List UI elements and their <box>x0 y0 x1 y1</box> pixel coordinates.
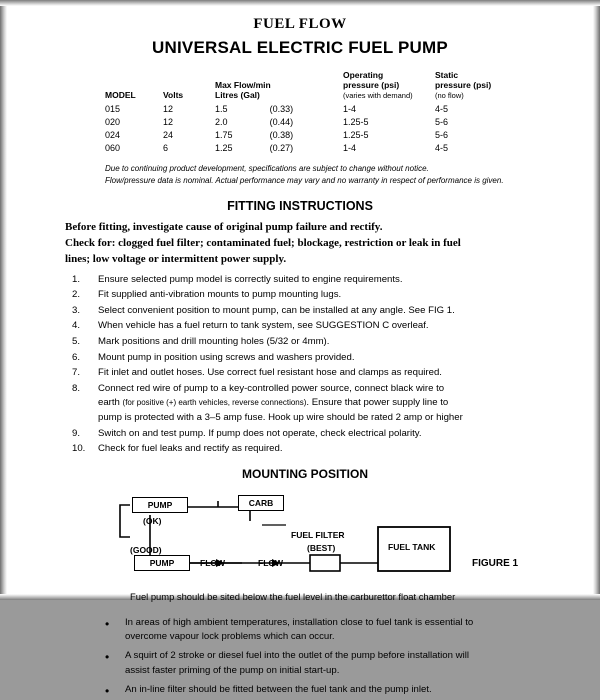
table-row <box>105 128 505 141</box>
list-item <box>10 366 590 381</box>
step-text-line2-suffix: . Ensure that power supply line to <box>306 397 449 409</box>
column-header-max-flow-sub: Litres (Gal) <box>215 90 260 100</box>
step-text-line2-parenthetical: (for positive (+) earth vehicles, reverse connections) <box>122 398 307 408</box>
step-text: Fit supplied anti-vibration mounts to pump mounting lugs. <box>98 289 342 301</box>
diagram-flow-label-2: FLOW <box>258 557 284 568</box>
list-item <box>10 649 590 678</box>
column-header-volts: Volts <box>163 90 184 100</box>
table-row <box>105 102 505 115</box>
diagram-figure-label: FIGURE 1 <box>472 557 519 569</box>
step-text-line3: pump is protected with a 3–5 amp fuse. Hook up wire should be rated 2 amp or higher <box>98 411 463 423</box>
cell-static: 5-6 <box>435 129 449 140</box>
step-text: Connect red wire of pump to a key-controlled power source, connect black wire to <box>98 382 445 394</box>
step-number: 4. <box>72 320 81 332</box>
step-text: When vehicle has a fuel return to tank system, see SUGGESTION C overleaf. <box>98 320 429 332</box>
mounting-position-heading: MOUNTING POSITION <box>242 466 368 481</box>
step-text-line2-prefix: earth <box>98 397 123 409</box>
step-number: 1. <box>72 273 81 285</box>
step-number: 6. <box>72 351 81 363</box>
step-text: Fit inlet and outlet hoses. Use correct fuel resistant hose and clamps as required. <box>98 367 442 379</box>
cell-static: 5-6 <box>435 116 449 127</box>
bullet-line-1: An in-line filter should be fitted between the fuel tank and the pump inlet. <box>125 684 432 696</box>
disclaimer-line-1: Due to continuing product development, specifications are subject to change without notice. <box>105 164 429 173</box>
column-header-operating-sub1: pressure (psi) <box>343 80 400 90</box>
cell-model: 020 <box>105 116 121 127</box>
list-item <box>10 616 590 645</box>
list-item <box>10 273 590 288</box>
bullet-line-1: In areas of high ambient temperatures, installation close to fuel tank is essential to <box>125 616 474 628</box>
column-header-operating-main: Operating <box>343 70 384 80</box>
diagram-good-label: (GOOD) <box>130 544 162 555</box>
mounting-caption: Fuel pump should be sited below the fuel level in the carburettor float chamber <box>130 590 456 602</box>
mounting-diagram <box>10 485 590 585</box>
column-header-max-flow <box>215 70 343 102</box>
bullet-line-2: assist faster priming of the pump on initial start-up. <box>125 664 340 676</box>
bullet-icon: • <box>105 616 110 631</box>
list-item <box>10 304 590 319</box>
diagram-fuel-filter-label: FUEL FILTER <box>291 529 345 540</box>
step-number: 8. <box>72 382 81 394</box>
step-text: Switch on and test pump. If pump does not operate, check electrical polarity. <box>98 427 422 439</box>
step-text: Check for fuel leaks and rectify as required. <box>98 443 283 455</box>
table-header-row <box>105 70 505 102</box>
diagram-pump-top-box: PUMP <box>132 497 188 514</box>
document-title-top: FUEL FLOW <box>253 16 347 32</box>
cell-gal: (0.38) <box>269 129 294 140</box>
step-text: Mark positions and drill mounting holes (5/32 or 4mm). <box>98 336 330 348</box>
step-number: 10. <box>72 443 86 455</box>
list-item <box>10 442 590 457</box>
cell-model: 024 <box>105 129 121 140</box>
diagram-fuel-tank-label: FUEL TANK <box>388 541 436 552</box>
diagram-best-label: (BEST) <box>307 542 336 553</box>
cell-static: 4-5 <box>435 103 449 114</box>
page-edge-top <box>0 0 600 6</box>
column-header-static <box>435 70 505 102</box>
bullet-line-1: A squirt of 2 stroke or diesel fuel into the outlet of the pump before installation will <box>125 650 469 662</box>
list-item <box>10 288 590 303</box>
list-item <box>10 382 590 426</box>
cell-volts: 6 <box>163 142 169 153</box>
fitting-steps-list <box>10 273 590 457</box>
column-header-operating <box>343 70 435 102</box>
diagram-flow-label-1: FLOW <box>200 557 226 568</box>
column-header-static-sub1: pressure (psi) <box>435 80 492 90</box>
diagram-carb-box: CARB <box>238 495 284 512</box>
column-header-static-sub2: (no flow) <box>435 91 464 100</box>
list-item <box>10 683 590 697</box>
cell-litres: 1.25 <box>215 142 233 153</box>
disclaimer-notes <box>105 163 535 186</box>
column-header-model: MODEL <box>105 90 136 100</box>
step-text: Mount pump in position using screws and washers provided. <box>98 351 355 363</box>
cell-operating: 1.25-5 <box>343 129 369 140</box>
step-text: Ensure selected pump model is correctly suited to engine requirements. <box>98 273 403 285</box>
fitting-lead-text <box>65 220 565 267</box>
list-item <box>10 351 590 366</box>
table-row <box>105 115 505 128</box>
cell-litres: 1.75 <box>215 129 233 140</box>
disclaimer-line-2: Flow/pressure data is nominal. Actual performance may vary and no warranty in respect of performance is given. <box>105 175 504 185</box>
cell-gal: (0.27) <box>269 142 294 153</box>
cell-litres: 1.5 <box>215 103 228 114</box>
cell-model: 015 <box>105 103 121 114</box>
column-header-static-main: Static <box>435 70 459 80</box>
fitting-lead-line-1: Before fitting, investigate cause of original pump failure and rectify. <box>65 221 383 234</box>
column-header-operating-sub2: (varies with demand) <box>343 91 413 100</box>
cell-litres: 2.0 <box>215 116 228 127</box>
list-item <box>10 427 590 442</box>
fitting-lead-line-3: lines; low voltage or intermittent power supply. <box>65 252 287 265</box>
table-row <box>105 141 505 154</box>
cell-volts: 12 <box>163 103 174 114</box>
step-text: Select convenient position to mount pump, can be installed at any angle. See FIG 1. <box>98 304 455 316</box>
diagram-pump-bottom-box: PUMP <box>134 555 190 572</box>
document-content <box>10 8 590 699</box>
document-title-main: UNIVERSAL ELECTRIC FUEL PUMP <box>152 38 448 57</box>
cell-static: 4-5 <box>435 142 449 153</box>
column-header-max-flow-main: Max Flow/min <box>215 80 271 90</box>
cell-volts: 12 <box>163 116 174 127</box>
specification-table <box>105 70 505 154</box>
step-number: 3. <box>72 304 81 316</box>
step-number: 2. <box>72 289 81 301</box>
bullet-line-2: overcome vapour lock problems which can occur. <box>125 631 335 643</box>
fitting-lead-line-2: Check for: clogged fuel filter; contaminated fuel; blockage, restriction or leak in fuel <box>65 237 461 250</box>
list-item <box>10 335 590 350</box>
fitting-instructions-heading: FITTING INSTRUCTIONS <box>227 199 373 214</box>
cell-operating: 1-4 <box>343 103 357 114</box>
bullet-icon: • <box>105 650 110 665</box>
page-edge-right <box>593 0 600 600</box>
step-number: 9. <box>72 427 81 439</box>
cell-gal: (0.44) <box>269 116 294 127</box>
cell-volts: 24 <box>163 129 174 140</box>
additional-notes-list <box>10 616 590 698</box>
cell-operating: 1-4 <box>343 142 357 153</box>
cell-operating: 1.25-5 <box>343 116 369 127</box>
step-number: 5. <box>72 336 81 348</box>
cell-model: 060 <box>105 142 121 153</box>
bullet-icon: • <box>105 684 110 699</box>
step-number: 7. <box>72 367 81 379</box>
cell-gal: (0.33) <box>269 103 294 114</box>
diagram-ok-label: (OK) <box>143 515 162 526</box>
page-edge-left <box>0 0 7 600</box>
list-item <box>10 319 590 334</box>
